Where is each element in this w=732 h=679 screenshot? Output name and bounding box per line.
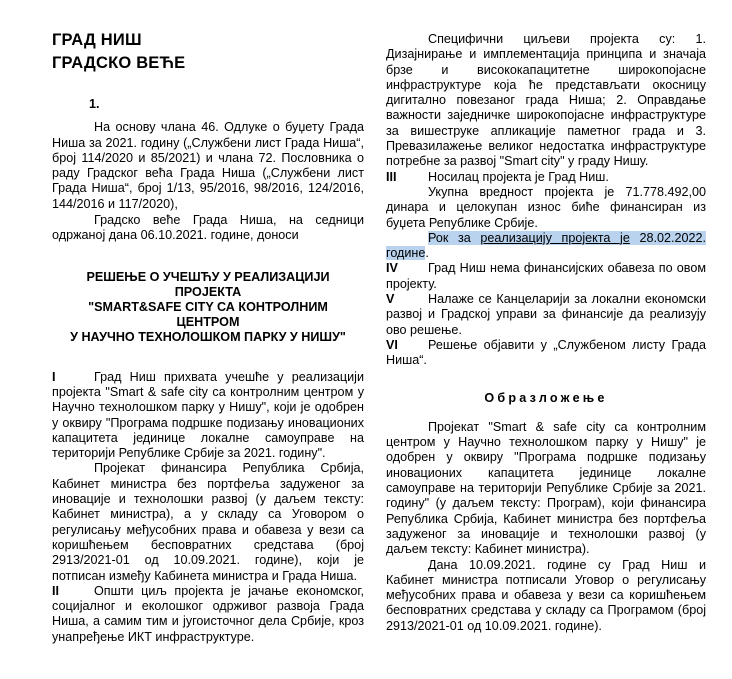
section-3 bbox=[386, 170, 706, 185]
sitting-paragraph: Градско веће Града Ниша, на седници одржаној дана 06.10.2021. године, доноси bbox=[52, 213, 364, 243]
title-line-3: "SMART&SAFE CITY СА КОНТРОЛНИМ bbox=[88, 300, 328, 315]
item-number: 1. bbox=[89, 97, 100, 111]
section-6-text: Решење објавити у „Службеном листу Града Ниша“. bbox=[386, 337, 706, 368]
title-line-1: РЕШЕЊЕ О УЧЕШЋУ У РЕАЛИЗАЦИЈИ bbox=[86, 269, 330, 284]
section-2-label: II bbox=[52, 583, 59, 598]
right-column bbox=[386, 0, 706, 634]
deadline-part-c: 28.02.2022. bbox=[629, 230, 706, 245]
project-value-paragraph: Укупна вредност пројекта је 71.778.492,00 динара и целокупан износ биће финансиран из буџета Републике Србије. bbox=[386, 184, 706, 230]
title-line-4: ЦЕНТРОМ bbox=[176, 315, 240, 330]
title-line-5: У НАУЧНО ТЕХНОЛОШКОМ ПАРКУ У НИШУ" bbox=[70, 330, 346, 345]
deadline-part-a: Рок за bbox=[428, 230, 481, 245]
section-1-text: Град Ниш прихвата учешће у реализацији пројекта "Smart & safe city са контролним центром у Научно технолошком парку у Нишу", који је одобрен у оквиру "Програма подршке подизању иновационих капацитета јединице локалне самоуправе на територији Републике Србије за 2021. годину". bbox=[52, 369, 364, 461]
section-2 bbox=[52, 584, 364, 645]
explanation-heading: Образложење bbox=[484, 390, 608, 405]
section-1-paragraph-2: Пројекат финансира Република Србија, Кабинет министра без портфеља задуженог за иновације и технолошки развој (у даљем тексту: Кабинет министра), а у складу са Уговором о регулисању међусобних права и обавеза у вези са коришћењем бесповратних средстава (број 2913/2021-01 од 10.09.2021. године), који је потписан између Кабинета министра и Града Ниша. bbox=[52, 461, 364, 583]
section-1-label: I bbox=[52, 369, 56, 384]
section-4 bbox=[386, 261, 706, 292]
deadline-part-b: реализацију пројекта је bbox=[480, 230, 630, 245]
deadline-part-e: . bbox=[425, 246, 429, 261]
section-2-text: Општи циљ пројекта је јачање економског, социјалног и еколошког одрживог развоја Града Ниша, а самим тим и југоисточног дела Србије, кроз унапређење ИКТ инфраструктуре. bbox=[52, 583, 364, 644]
deadline-paragraph bbox=[386, 231, 706, 262]
explanation-paragraph-2: Дана 10.09.2021. године су Град Ниш и Кабинет министра потписали Уговор о регулисању међусобних права и обавеза у вези са коришћењем бесповратних средстава у складу са Програмом (број 2913/2021-01 од 10.09.2021. године). bbox=[386, 557, 706, 633]
left-column bbox=[52, 0, 364, 645]
explanation-paragraph-1: Пројекат "Smart & safe city са контролним центром у Научно технолошком парку у Нишу" је одобрен у оквиру "Програма подршке подизању иновационих капацитета јединице локалне самоуправе на територији Републике Србије за 2021. годину" (у даљем тексту: Програм), који финансира Република Србија, Кабинет министра без портфеља задуженог за иновације и технолошки развој (у даљем тексту: Кабинет министра). bbox=[386, 419, 706, 557]
preamble-paragraph: На основу члана 46. Одлуке о буџету Града Ниша за 2021. годину („Службени лист Града Ниша“, број 114/2020 и 85/2021) и члана 72. Пословника о раду Градског већа Града Ниша („Службени лист Града Ниша“, број 1/13, 95/2016, 98/2016, 124/2016, 144/2016 и 117/2020), bbox=[52, 120, 364, 211]
section-5-label: V bbox=[386, 292, 395, 307]
section-3-text: Носилац пројекта је Град Ниш. bbox=[428, 169, 609, 184]
section-3-label: III bbox=[386, 169, 397, 184]
decision-title bbox=[52, 270, 364, 346]
section-5-text: Налаже се Канцеларији за локални економски развој и Градској управи за финансије да реализују ово решење. bbox=[386, 292, 706, 337]
deadline-part-d: године bbox=[386, 246, 426, 261]
city-heading: ГРАД НИШ bbox=[52, 31, 142, 49]
title-line-2: ПРОЈЕКТА bbox=[174, 284, 242, 299]
specific-goals-paragraph: Специфични циљеви пројекта су: 1. Дизајнирање и имплементација принципа и значаја брзе и висококапацитетне широкопојасне инфраструктуре која ће представљати окосницу дигитално повезаног града Ниша; 2. Оправдање важности заједничке широкопојасне инфраструктуре за вишеструке апликације паметног града и 3. Превазилажење великог недостатка инфраструктуре потребне за развој "Smart city" у граду Нишу. bbox=[386, 32, 706, 169]
section-4-label: IV bbox=[386, 261, 398, 276]
section-5 bbox=[386, 292, 706, 338]
council-heading: ГРАДСКО ВЕЋЕ bbox=[52, 54, 186, 72]
section-6-label: VI bbox=[386, 337, 398, 352]
section-4-text: Град Ниш нема финансијских обавеза по овом пројекту. bbox=[386, 261, 706, 291]
section-1 bbox=[52, 370, 364, 462]
section-6 bbox=[386, 338, 706, 369]
